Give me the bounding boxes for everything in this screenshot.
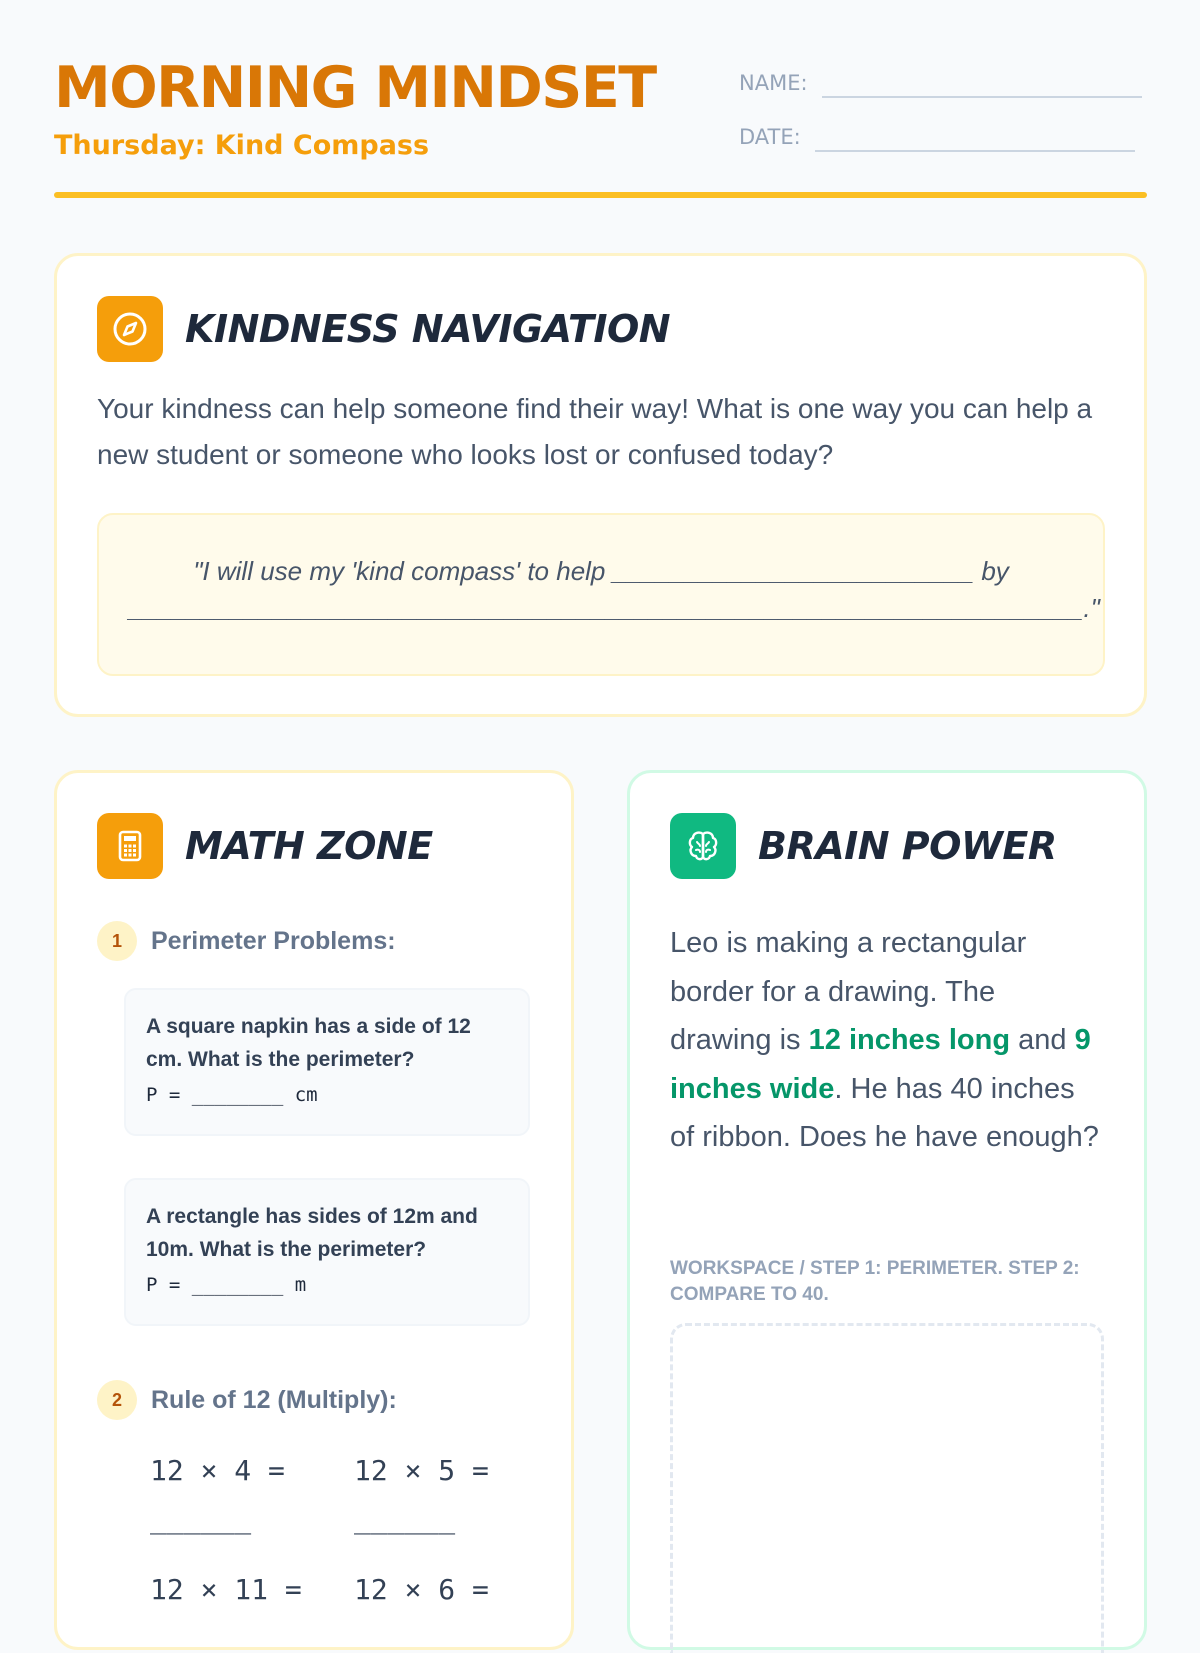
mult-fact-1: 12 × 4 = xyxy=(150,1454,285,1487)
kindness-card xyxy=(54,253,1147,717)
calculator-icon xyxy=(97,813,163,879)
question-1-header xyxy=(97,921,396,961)
mult-blank-2[interactable]: ______ xyxy=(354,1502,456,1535)
mult-fact-2: 12 × 5 = xyxy=(354,1454,489,1487)
kindness-prompt: Your kindness can help someone find their way! What is one way you can help a new student or someone who looks lost or confused today? xyxy=(97,393,1093,470)
word-problem-part-3: . He has 40 inches of ribbon. Does he have enough? xyxy=(670,1072,1099,1153)
math-header xyxy=(97,813,433,879)
pledge-line-1: "I will use my 'kind compass' to help _________________________ by xyxy=(193,556,1009,586)
perimeter-problem-2 xyxy=(124,1178,530,1326)
word-problem-part-1: Leo is making a rectangular border for a drawing. The drawing is xyxy=(670,927,1027,1056)
math-title: MATH ZONE xyxy=(185,824,433,868)
highlight-length: 12 inches long xyxy=(808,1024,1011,1056)
header-divider xyxy=(54,192,1147,198)
name-label: NAME: xyxy=(739,71,808,95)
pledge-box[interactable] xyxy=(97,513,1105,676)
question-2-label: Rule of 12 (Multiply): xyxy=(151,1385,397,1414)
mult-fact-3: 12 × 11 = xyxy=(150,1573,302,1606)
workspace-area[interactable] xyxy=(670,1323,1104,1653)
word-problem-part-2: and xyxy=(1010,1024,1075,1056)
brain-icon xyxy=(670,813,736,879)
brain-card xyxy=(627,770,1147,1650)
problem-1-text: A square napkin has a side of 12 cm. What is the perimeter? xyxy=(146,1015,471,1071)
question-1-badge: 1 xyxy=(97,921,137,961)
date-field xyxy=(739,120,1135,152)
perimeter-problem-1 xyxy=(124,988,530,1136)
worksheet-header xyxy=(54,52,1147,200)
compass-icon xyxy=(97,296,163,362)
name-line[interactable] xyxy=(822,66,1142,98)
kindness-title: KINDNESS NAVIGATION xyxy=(185,307,671,351)
pledge-line-2: __________________________________________________________________." xyxy=(129,593,1100,623)
question-1-label: Perimeter Problems: xyxy=(151,926,396,955)
brain-header xyxy=(670,813,1057,879)
name-field xyxy=(739,66,1142,98)
problem-2-answer[interactable]: P = ________ m xyxy=(146,1274,307,1296)
problem-2-text: A rectangle has sides of 12m and 10m. What is the perimeter? xyxy=(146,1205,478,1261)
question-2-header xyxy=(97,1380,397,1420)
mult-fact-4: 12 × 6 = xyxy=(354,1573,489,1606)
page-title: MORNING MINDSET xyxy=(54,55,656,121)
workspace-label: WORKSPACE / STEP 1: PERIMETER. STEP 2: COMPARE TO 40. xyxy=(670,1258,1080,1305)
date-label: DATE: xyxy=(739,125,801,149)
problem-1-answer[interactable]: P = ________ cm xyxy=(146,1084,318,1106)
mult-blank-1[interactable]: ______ xyxy=(150,1502,252,1535)
word-problem xyxy=(670,919,1102,1162)
kindness-header xyxy=(97,296,670,362)
page-subtitle: Thursday: Kind Compass xyxy=(54,130,430,161)
date-line[interactable] xyxy=(815,120,1135,152)
brain-title: BRAIN POWER xyxy=(758,824,1057,868)
question-2-badge: 2 xyxy=(97,1380,137,1420)
highlight-width: 9 inches wide xyxy=(670,1024,1091,1105)
math-card xyxy=(54,770,574,1650)
